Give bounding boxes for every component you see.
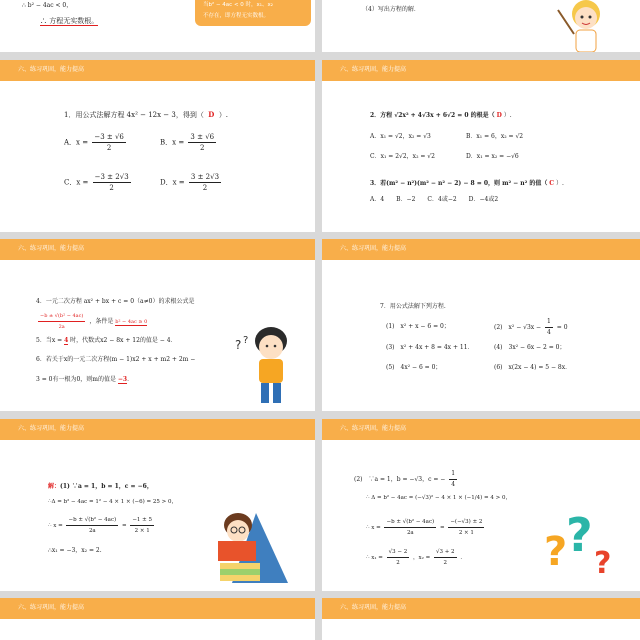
banner-label: 六、练习巩固，能力提高 <box>18 66 85 73</box>
slide-3 <box>0 60 315 232</box>
slide4-option-a: A．x₁ = √2，x₂ = √3 <box>370 133 431 140</box>
slide4-q3-options: A．4 B．−2 C．4或−2 D．−4或2 <box>370 196 499 203</box>
slide5-question-4: 4．一元二次方程 ax² + bx + c = 0（a≠0）的求根公式是 <box>36 298 195 305</box>
slide4-option-c: C．x₁ = 2√2，x₂ = √2 <box>370 153 435 160</box>
slide5-question-6a: 6．若关于x的一元二次方程(m − 1)x2 + x + m2 + 2m − <box>36 356 196 363</box>
callout-line-1: 当b² − 4ac < 0 时，x₁、x₂ <box>203 2 273 8</box>
banner-label: 六、练习巩固，能力提高 <box>18 425 85 432</box>
banner-label: 六、练习巩固，能力提高 <box>340 425 407 432</box>
slide6-problem-1: (1) x² + x − 6 = 0； <box>386 323 450 330</box>
slide3-option-d: D．x = $\frac{3 \pm 2√3}{2}$ <box>160 173 220 192</box>
slide1-line-top: ∴ b² − 4ac < 0， <box>22 2 73 9</box>
slide7-line-2: ∴Δ = b² − 4ac = 1² − 4 × 1 × (−6) = 25 > 0， <box>48 499 177 505</box>
slide1-conclusion: ∴ 方程无实数根。 <box>40 17 99 25</box>
slide8-banner <box>322 419 640 440</box>
banner-label: 六、练习巩固，能力提高 <box>340 245 407 252</box>
slide6-banner <box>322 239 640 260</box>
callout-line-2: 不存在，即方程无实数根。 <box>203 13 270 19</box>
slide8-line-3: ∴ x = $\frac{\text{−b ± √(b² − 4ac)}}{2a}$ = $\frac{-(-√3) \pm 2}{2 \times 1}$ <box>366 519 483 536</box>
thinking-boy-illustration <box>235 319 295 409</box>
slide3-option-c: C．x = $\frac{-3 \pm 2√3}{2}$ <box>64 173 129 192</box>
slide7-line-4: ∴x₁ = −3，x₂ = 2. <box>48 547 102 554</box>
slide-4 <box>322 60 640 232</box>
slide6-problem-4: (4) 3x² − 6x − 2 = 0； <box>494 344 566 351</box>
slide-1 <box>0 0 315 52</box>
slide-9 <box>0 598 315 640</box>
slide8-line-2: ∴ Δ = b² − 4ac = (−√3)² − 4 × 1 × (−1/4) = 4 > 0， <box>366 495 512 501</box>
slide4-option-d: D．x₁ = x₂ = −√6 <box>466 153 519 160</box>
slide6-problem-5: (5) 4x² − 6 = 0； <box>386 364 442 371</box>
svg-text:?: ? <box>235 338 242 352</box>
slide-2 <box>322 0 640 52</box>
slide2-step: （4）写出方程的解． <box>362 6 420 13</box>
slide7-banner <box>0 419 315 440</box>
slide3-option-b: B．x = $\frac{3 \pm √6}{2}$ <box>160 133 215 152</box>
slide5-question-5: 5．当x = 4 时，代数式x2 − 8x + 12的值是 − 4． <box>36 337 177 344</box>
slide7-line-1: 解：(1) ∵a = 1，b = 1，c = −6， <box>48 483 153 490</box>
banner-label: 六、练习巩固，能力提高 <box>18 245 85 252</box>
svg-text:?: ? <box>544 529 568 575</box>
slide1-callout <box>195 0 311 26</box>
slide4-option-b: B．x₁ = 6，x₂ = √2 <box>466 133 524 140</box>
banner-label: 六、练习巩固，能力提高 <box>18 604 85 611</box>
slide3-banner <box>0 60 315 81</box>
slide-10 <box>322 598 640 640</box>
banner-label: 六、练习巩固，能力提高 <box>340 604 407 611</box>
slide6-question-7: 7．用公式法解下列方程. <box>380 303 446 310</box>
slide4-banner <box>322 60 640 81</box>
slide9-banner <box>0 598 315 619</box>
svg-text:?: ? <box>243 335 249 346</box>
slide3-question: 1．用公式法解方程 4x² − 12x − 3，得到（ D ）. <box>64 110 229 119</box>
slide6-problem-6: (6) x(2x − 4) = 5 − 8x． <box>494 364 572 371</box>
slide4-question-3: 3．若(m² − n²)(m² − n² − 2) − 8 = 0，则 m² − n² 的值（ C ）. <box>370 180 564 187</box>
slide10-banner <box>322 598 640 619</box>
reading-boy-illustration <box>212 503 292 583</box>
svg-text:?: ? <box>566 508 593 562</box>
slide5-question-6b: 3 = 0有一根为0，则m的值是 −3． <box>36 376 134 383</box>
slide-6 <box>322 239 640 411</box>
slide8-line-1: (2) ∵a = 1，b = −√3，c = − $\frac{1}{4}$ <box>354 470 456 488</box>
teacher-illustration <box>552 0 612 52</box>
slide3-option-a: A．x = $\frac{-3 \pm √6}{2}$ <box>64 133 124 152</box>
slide-7 <box>0 419 315 591</box>
slide5-banner <box>0 239 315 260</box>
slide-8 <box>322 419 640 591</box>
slide7-line-3: ∴ x = $\frac{\text{−b ± √(b² − 4ac)}}{2a}$ = $\frac{-1 \pm 5}{2 \times 1}$ <box>48 517 153 534</box>
slide-5 <box>0 239 315 411</box>
slide6-problem-2: (2) x² − √3x − $\frac{1}{4}$ = 0 <box>494 318 568 336</box>
slide6-problem-3: (3) x² + 4x + 8 = 4x + 11． <box>386 344 474 351</box>
slide8-line-4: ∴ x₁ = $\frac{√3 - 2}{2}$ ，x₂ = $\frac{√3 + 2}{2}$ . <box>366 549 463 566</box>
slide4-question-2: 2．方程 √2x² + 4√3x + 6√2 = 0 的根是（ D ）. <box>370 112 512 119</box>
question-marks-illustration <box>544 507 624 577</box>
banner-label: 六、练习巩固，能力提高 <box>340 66 407 73</box>
slide5-formula-line: $\frac{\text{−b ± √(b² − 4ac)}}{2a}$ ，条件是 b² − 4ac ≥ 0 <box>40 313 148 330</box>
svg-text:?: ? <box>594 546 612 577</box>
